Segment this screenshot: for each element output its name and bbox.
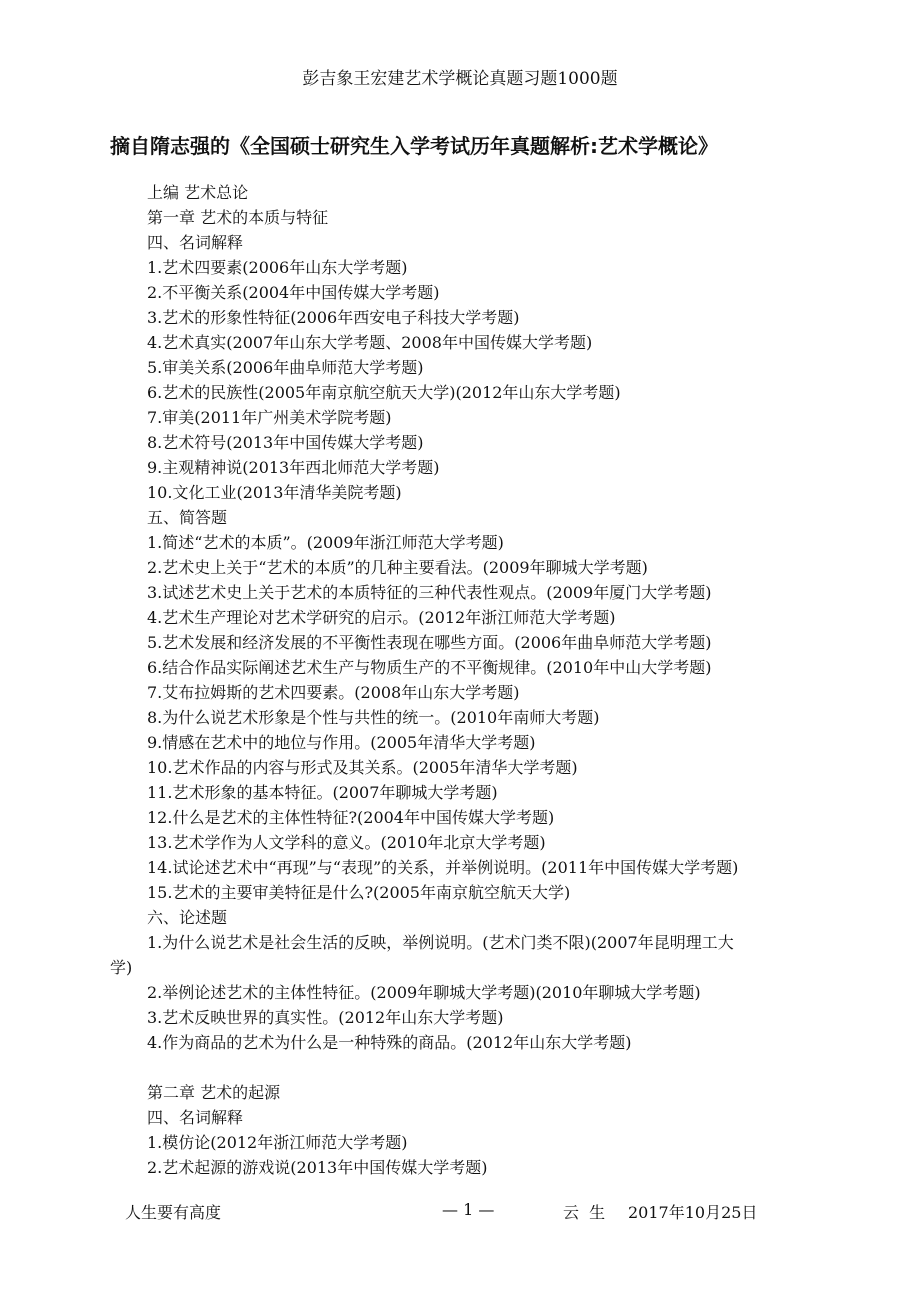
section-heading: 五、简答题 <box>147 508 228 527</box>
page-number: — 1 — <box>442 1200 495 1219</box>
list-item: 2.不平衡关系(2004年中国传媒大学考题) <box>147 283 440 302</box>
list-item: 6.结合作品实际阐述艺术生产与物质生产的不平衡规律。(2010年中山大学考题) <box>147 658 712 677</box>
document-title: 摘自隋志强的《全国硕士研究生入学考试历年真题解析:艺术学概论》 <box>110 134 718 158</box>
list-item: 15.艺术的主要审美特征是什么?(2005年南京航空航天大学) <box>147 883 571 902</box>
chapter-heading: 第一章 艺术的本质与特征 <box>147 208 329 227</box>
list-item: 14.试论述艺术中“再现”与“表现”的关系，并举例说明。(2011年中国传媒大学考题) <box>147 858 739 877</box>
list-item: 4.艺术生产理论对艺术学研究的启示。(2012年浙江师范大学考题) <box>147 608 616 627</box>
list-item: 10.文化工业(2013年清华美院考题) <box>147 483 402 502</box>
list-item: 1.简述“艺术的本质”。(2009年浙江师范大学考题) <box>147 533 504 552</box>
footer-author: 云 生 <box>563 1203 606 1222</box>
list-item: 7.艾布拉姆斯的艺术四要素。(2008年山东大学考题) <box>147 683 520 702</box>
list-item: 1.为什么说艺术是社会生活的反映，举例说明。(艺术门类不限)(2007年昆明理工大 <box>147 933 734 952</box>
list-item: 11.艺术形象的基本特征。(2007年聊城大学考题) <box>147 783 498 802</box>
list-item: 2.举例论述艺术的主体性特征。(2009年聊城大学考题)(2010年聊城大学考题) <box>147 983 701 1002</box>
chapter-heading: 第二章 艺术的起源 <box>147 1083 281 1102</box>
part-heading: 上编 艺术总论 <box>147 183 249 202</box>
list-item: 4.作为商品的艺术为什么是一种特殊的商品。(2012年山东大学考题) <box>147 1033 632 1052</box>
list-item: 2.艺术史上关于“艺术的本质”的几种主要看法。(2009年聊城大学考题) <box>147 558 648 577</box>
document-body <box>110 180 827 1180</box>
spacer <box>147 1055 827 1080</box>
list-item: 8.为什么说艺术形象是个性与共性的统一。(2010年南师大考题) <box>147 708 600 727</box>
section-heading: 四、名词解释 <box>147 233 244 252</box>
footer-motto: 人生要有高度 <box>125 1203 222 1222</box>
section-heading: 六、论述题 <box>147 908 228 927</box>
list-item: 10.艺术作品的内容与形式及其关系。(2005年清华大学考题) <box>147 758 578 777</box>
list-item: 3.艺术反映世界的真实性。(2012年山东大学考题) <box>147 1008 504 1027</box>
list-item: 5.审美关系(2006年曲阜师范大学考题) <box>147 358 424 377</box>
list-item: 5.艺术发展和经济发展的不平衡性表现在哪些方面。(2006年曲阜师范大学考题) <box>147 633 712 652</box>
list-item: 12.什么是艺术的主体性特征?(2004年中国传媒大学考题) <box>147 808 555 827</box>
list-item: 9.主观精神说(2013年西北师范大学考题) <box>147 458 440 477</box>
footer-date: 2017年10月25日 <box>628 1203 758 1222</box>
page-header: 彭吉象王宏建艺术学概论真题习题1000题 <box>302 69 618 89</box>
list-item: 9.情感在艺术中的地位与作用。(2005年清华大学考题) <box>147 733 536 752</box>
list-item: 6.艺术的民族性(2005年南京航空航天大学)(2012年山东大学考题) <box>147 383 621 402</box>
list-item: 7.审美(2011年广州美术学院考题) <box>147 408 392 427</box>
section-heading: 四、名词解释 <box>147 1108 244 1127</box>
list-item: 2.艺术起源的游戏说(2013年中国传媒大学考题) <box>147 1158 488 1177</box>
list-item: 4.艺术真实(2007年山东大学考题、2008年中国传媒大学考题) <box>147 333 593 352</box>
list-item-continuation: 学) <box>110 958 133 977</box>
list-item: 8.艺术符号(2013年中国传媒大学考题) <box>147 433 424 452</box>
list-item: 1.模仿论(2012年浙江师范大学考题) <box>147 1133 408 1152</box>
list-item: 1.艺术四要素(2006年山东大学考题) <box>147 258 408 277</box>
list-item: 3.艺术的形象性特征(2006年西安电子科技大学考题) <box>147 308 520 327</box>
list-item: 3.试述艺术史上关于艺术的本质特征的三种代表性观点。(2009年厦门大学考题) <box>147 583 712 602</box>
list-item: 13.艺术学作为人文学科的意义。(2010年北京大学考题) <box>147 833 546 852</box>
